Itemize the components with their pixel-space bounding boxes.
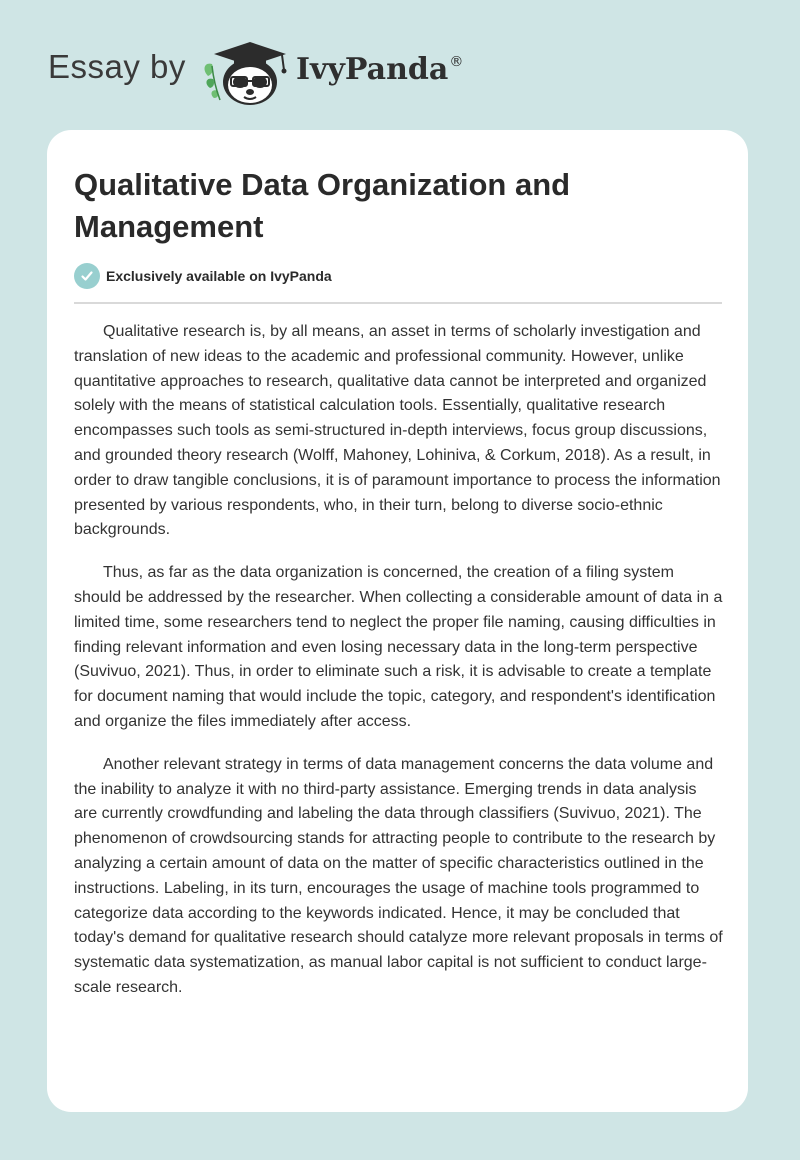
brand-name[interactable]: [296, 52, 463, 87]
registered-mark: ®: [449, 54, 464, 70]
panda-logo-icon[interactable]: [200, 36, 294, 108]
essay-body: [74, 320, 724, 1019]
divider: [74, 302, 722, 304]
paragraph: Qualitative research is, by all means, an asset in terms of scholarly investigation and translation of new ideas to the academic and professional community. However, unlike quantitative approaches to research, qualitative data cannot be interpreted and organized solely with the means of statistical calculation tools. Essentially, qualitative research encompasses such tools as semi-structured in-depth interviews, focus group discussions, and grounded theory research (Wolff, Mahoney, Lohiniva, & Corkum, 2018). As a result, in order to draw tangible conclusions, it is of paramount importance to process the information presented by various respondents, who, in their turn, belong to diverse socio-ethnic backgrounds.: [74, 323, 721, 539]
brand-label: IvyPanda: [296, 52, 449, 87]
exclusive-badge-label: Exclusively available on IvyPanda: [106, 268, 332, 284]
paragraph: Thus, as far as the data organization is concerned, the creation of a filing system should be addressed by the researcher. When collecting a considerable amount of data in a limited time, some researchers tend to neglect the proper file naming, causing difficulties in finding relevant information and even losing necessary data in the long-term perspective (Suvivuo, 2021). Thus, in order to eliminate such a risk, it is advisable to create a template for document naming that would include the topic, category, and respondent's identification and organize the files immediately after access.: [74, 564, 723, 730]
exclusive-badge: [74, 262, 332, 290]
page-title: Qualitative Data Organization and Management: [74, 167, 571, 244]
paragraph: Another relevant strategy in terms of data management concerns the data volume and the inability to analyze it with no third-party assistance. Emerging trends in data analysis are currently crowdfunding and labeling the data through classifiers (Suvivuo, 2021). The phenomenon of crowdsourcing stands for attracting people to contribute to the research by analyzing a certain amount of data on the matter of specific characteristics outlined in the instructions. Labeling, in its turn, encourages the usage of machine tools programmed to categorize data according to the keywords indicated. Hence, it may be concluded that today's demand for qualitative research should catalyze more relevant proposals in terms of systematic data systematization, as manual labor capital is not sufficient to conduct large-scale research.: [74, 755, 723, 996]
check-circle-icon: [74, 263, 100, 289]
essay-card: [47, 130, 748, 1112]
site-header: [0, 0, 800, 130]
essay-by-label: Essay by: [48, 48, 186, 85]
